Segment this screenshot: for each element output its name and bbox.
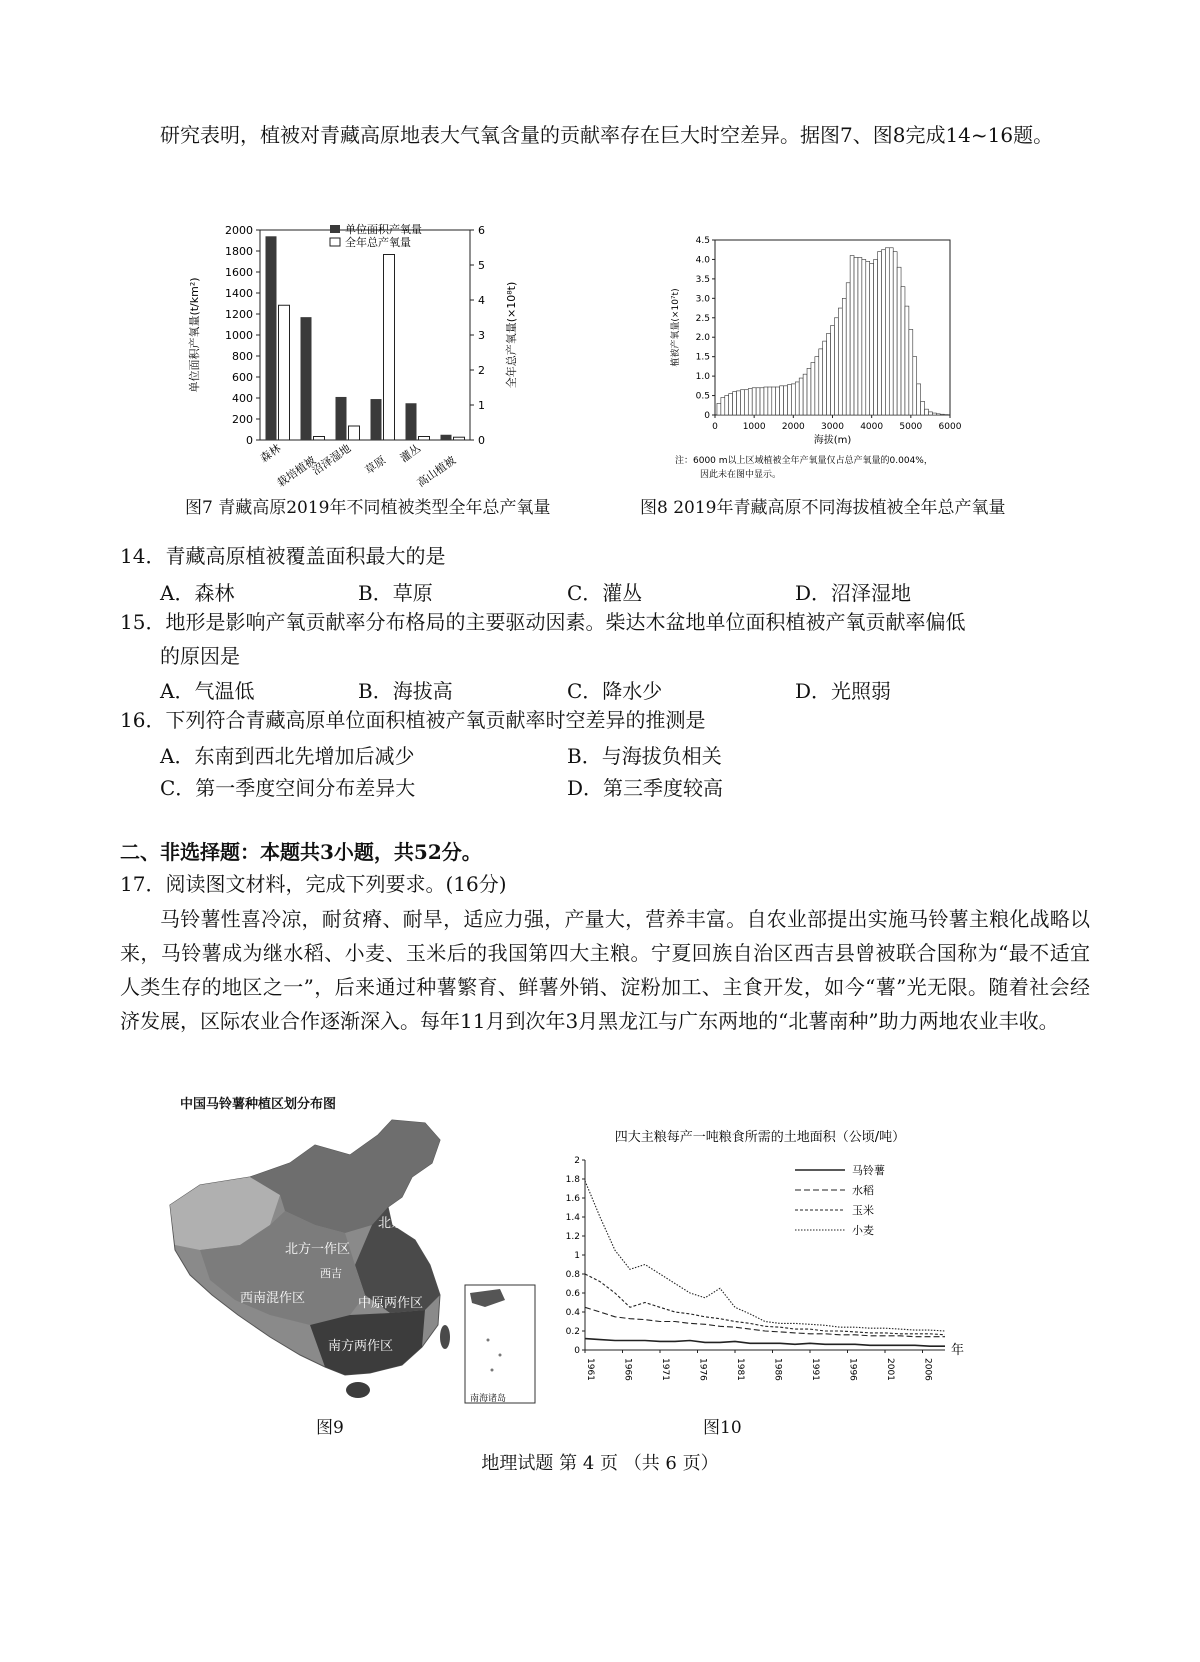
map-label-xiji: 西吉: [320, 1267, 342, 1280]
fig8-bar: [815, 357, 819, 415]
fig7-left-tick-label: 1400: [225, 287, 253, 300]
fig8-bar: [744, 390, 748, 415]
fig8-x-tick-label: 3000: [821, 422, 844, 432]
q15-option-b[interactable]: B．海拔高: [358, 679, 453, 703]
fig7-category-label: 灌丛: [397, 441, 424, 466]
fig8-bar: [881, 250, 885, 415]
q16-option-d[interactable]: D．第三季度较高: [567, 776, 724, 800]
section-2-heading: 二、非选择题：本题共3小题，共52分。: [120, 840, 482, 864]
fig10-x-tick-label: 1976: [697, 1358, 708, 1381]
fig10-legend-label: 马铃薯: [852, 1164, 885, 1177]
fig10-y-tick-label: 0.6: [565, 1289, 580, 1299]
fig8-y-tick-label: 1.5: [695, 352, 710, 363]
q15-option-c[interactable]: C．降水少: [567, 679, 663, 703]
q15-option-a[interactable]: A．气温低: [160, 679, 255, 703]
fig8-y-tick-label: 4.0: [695, 255, 710, 266]
fig8-bar: [784, 386, 788, 415]
q14-option-d[interactable]: D．沼泽湿地: [795, 581, 912, 605]
question-14: [120, 540, 445, 572]
fig8-y-tick-label: 2.0: [695, 333, 710, 344]
question-number: 15．: [120, 610, 166, 634]
fig8-bar: [737, 391, 741, 415]
fig10-y-tick-label: 0: [574, 1346, 580, 1356]
fig8-bar: [725, 396, 729, 415]
fig8-bar: [795, 382, 799, 415]
fig10-y-tick-label: 1: [574, 1251, 580, 1261]
fig10-x-tick-label: 1966: [622, 1358, 633, 1381]
fig8-bar: [803, 374, 807, 415]
q16-option-b[interactable]: B．与海拔负相关: [567, 744, 722, 768]
fig10-title: 四大主粮每产一吨粮食所需的土地面积（公顷/吨）: [614, 1130, 906, 1145]
fig10-y-tick-label: 1.2: [565, 1232, 580, 1242]
map-inset-label: 南海诸岛: [470, 1394, 507, 1404]
fig8-bar: [928, 412, 932, 415]
fig10-y-tick-label: 0.2: [565, 1327, 580, 1337]
fig10-y-tick-label: 1.6: [565, 1194, 580, 1204]
question-17-title: 17．阅读图文材料，完成下列要求。(16分): [120, 872, 507, 896]
fig8-caption: 图8 2019年青藏高原不同海拔植被全年总产氧量: [640, 498, 1006, 518]
fig7-bar-unit-area: [406, 403, 417, 440]
fig8-bar: [733, 392, 737, 415]
fig7-left-tick-label: 200: [232, 413, 253, 426]
fig8-bar: [838, 308, 842, 415]
fig8-x-tick-label: 2000: [781, 422, 805, 432]
fig8-bar: [748, 389, 752, 415]
fig8-bar: [940, 414, 944, 415]
fig7-legend-swatch-unit: [330, 225, 340, 233]
fig10-x-tick-label: 1991: [810, 1358, 820, 1381]
fig8-x-tick-label: 5000: [899, 422, 923, 432]
fig7-bar-unit-area: [441, 435, 452, 440]
fig7-right-tick-label: 5: [478, 259, 485, 272]
fig8-bar: [717, 403, 721, 415]
fig10-legend-label: 玉米: [852, 1204, 874, 1217]
fig7-bar-total: [314, 437, 325, 441]
map-label-south-region: 南方两作区: [328, 1339, 394, 1354]
fig8-bar: [807, 368, 811, 415]
fig8-bar: [827, 333, 831, 415]
page-footer: 地理试题 第 4 页 （共 6 页）: [481, 1453, 719, 1474]
fig7-bar-total: [384, 255, 395, 441]
fig7-bar-unit-area: [266, 236, 277, 440]
fig8-bar: [756, 388, 760, 415]
fig8-bar: [909, 329, 913, 415]
fig8-bar: [834, 318, 838, 415]
fig8-bar: [905, 306, 909, 415]
fig9-caption: 图9: [316, 1418, 344, 1438]
fig10-x-tick-label: 1961: [585, 1358, 595, 1381]
q16-option-c[interactable]: C．第一季度空间分布差异大: [160, 776, 416, 800]
question-15: [120, 606, 965, 638]
fig8-bar: [878, 252, 882, 415]
fig7-category-label: 森林: [257, 441, 284, 466]
fig7-bar-total: [419, 437, 430, 441]
china-map-shape: [140, 1115, 540, 1405]
q16-option-a[interactable]: A．东南到西北先增加后减少: [160, 744, 415, 768]
fig8-y-tick-label: 1.0: [695, 372, 710, 383]
fig7-left-tick-label: 1000: [225, 329, 253, 342]
fig10-x-tick-label: 1971: [660, 1358, 670, 1381]
fig8-bar: [740, 390, 744, 415]
fig8-altitude-chart: [660, 225, 990, 485]
fig7-right-axis-label: 全年总产氧量(×10⁸t): [505, 281, 518, 389]
fig7-left-tick-label: 1200: [225, 308, 253, 321]
fig8-bar: [850, 256, 854, 415]
fig8-bar: [893, 252, 897, 415]
fig10-x-tick-label: 1996: [847, 1358, 858, 1381]
fig8-bar: [921, 401, 925, 415]
q14-option-a[interactable]: A．森林: [160, 581, 235, 605]
fig9-title: 中国马铃薯种植区划分布图: [180, 1097, 337, 1112]
fig8-bar: [752, 388, 756, 415]
fig7-category-label: 栽培植被: [274, 453, 319, 490]
fig8-bar: [854, 258, 858, 416]
fig8-x-tick-label: 1000: [742, 422, 766, 432]
fig8-bar: [823, 341, 827, 415]
fig7-left-tick-label: 400: [232, 392, 253, 405]
fig7-legend-total: 全年总产氧量: [345, 236, 411, 249]
fig8-bar: [917, 384, 921, 415]
fig8-y-tick-label: 4.5: [695, 236, 710, 246]
fig7-right-tick-label: 1: [478, 399, 485, 412]
q14-option-c[interactable]: C．灌丛: [567, 581, 643, 605]
fig10-y-tick-label: 1.4: [565, 1213, 580, 1223]
fig10-legend-label: 水稻: [852, 1184, 874, 1197]
question-stem: 地形是影响产氧贡献率分布格局的主要驱动因素。柴达木盆地单位面积植被产氧贡献率偏低: [165, 610, 966, 634]
fig8-bar: [932, 413, 936, 415]
fig8-x-tick-label: 4000: [860, 422, 884, 432]
fig10-y-tick-label: 0.4: [565, 1308, 580, 1318]
fig7-caption: 图7 青藏高原2019年不同植被类型全年总产氧量: [185, 498, 551, 518]
q14-option-b[interactable]: B．草原: [358, 581, 433, 605]
question-number: 14．: [120, 544, 166, 568]
fig7-right-tick-label: 2: [478, 364, 485, 377]
fig8-bar: [787, 385, 791, 415]
fig7-plot-frame: [260, 230, 470, 440]
fig8-bar: [889, 248, 893, 415]
fig10-line-wheat: [585, 1181, 945, 1331]
fig8-bar: [791, 384, 795, 415]
fig7-category-label: 高山植被: [414, 453, 459, 490]
fig8-bar: [913, 357, 917, 415]
fig10-x-axis-label: 年: [951, 1343, 965, 1358]
question-17-paragraph: 马铃薯性喜冷凉，耐贫瘠、耐旱，适应力强，产量大，营养丰富。自农业部提出实施马铃薯主粮化战略以来，马铃薯成为继水稻、小麦、玉米后的我国第四大主粮。宁夏回族自治区西吉县曾被联合国称为“最不适宜人类生存的地区之一”，后来通过种薯繁育、鲜薯外销、淀粉加工、主食开发，如今“薯”光无限。随着社会经济发展，区际农业合作逐渐深入。每年11月到次年3月黑龙江与广东两地的“北薯南种”助力两地农业丰收。: [120, 907, 1090, 1033]
fig10-line-rice: [585, 1307, 945, 1336]
fig7-right-tick-label: 0: [478, 434, 485, 447]
fig7-left-tick-label: 2000: [225, 224, 253, 237]
fig8-bar: [842, 298, 846, 415]
fig8-bar: [831, 326, 835, 415]
fig8-y-tick-label: 3.5: [695, 274, 710, 285]
fig10-x-tick-label: 2006: [922, 1358, 933, 1381]
fig8-x-axis-label: 海拔(m): [813, 435, 852, 446]
fig7-left-axis-label: 单位面积产氧量(t/km²): [188, 277, 201, 393]
map-label-north-region: 北方一作区: [285, 1242, 351, 1257]
fig7-bar-unit-area: [371, 399, 382, 440]
fig7-right-tick-label: 6: [478, 224, 485, 237]
fig8-bar: [866, 261, 870, 415]
q15-option-d[interactable]: D．光照弱: [795, 679, 892, 703]
fig8-bar: [819, 349, 823, 415]
fig8-bar: [897, 267, 901, 415]
fig10-y-tick-label: 1.8: [565, 1175, 580, 1185]
fig10-line-corn: [585, 1274, 945, 1335]
fig8-note-line2: 因此未在图中显示。: [700, 470, 782, 480]
fig8-bar: [846, 283, 850, 415]
fig7-right-tick-label: 4: [478, 294, 485, 307]
fig7-bar-chart: [180, 215, 520, 510]
question-number: 16．: [120, 708, 166, 732]
fig10-x-tick-label: 1981: [735, 1358, 745, 1381]
fig8-bar: [799, 378, 803, 415]
fig8-y-tick-label: 3.0: [695, 294, 710, 305]
fig8-y-tick-label: 0: [704, 411, 710, 421]
fig7-left-tick-label: 800: [232, 350, 253, 363]
fig7-bar-unit-area: [301, 317, 312, 440]
fig10-line-potato: [585, 1339, 945, 1347]
question-stem: 青藏高原植被覆盖面积最大的是: [165, 544, 446, 568]
fig7-bar-total: [454, 437, 465, 440]
fig8-bar: [811, 363, 815, 416]
fig8-bar: [768, 387, 772, 415]
fig8-x-tick-label: 0: [712, 422, 718, 432]
fig7-category-label: 草原: [362, 453, 389, 478]
fig8-bar: [901, 287, 905, 415]
fig7-category-label: 沼泽湿地: [309, 441, 354, 478]
map-label-beijing: 北京: [378, 1216, 405, 1231]
fig10-caption: 图10: [703, 1418, 742, 1438]
fig7-bar-total: [279, 305, 290, 440]
fig7-left-tick-label: 1800: [225, 245, 253, 258]
fig8-bar: [776, 387, 780, 415]
map-label-southwest-region: 西南混作区: [240, 1291, 306, 1306]
fig10-legend-label: 小麦: [852, 1224, 874, 1237]
fig10-x-tick-label: 2001: [885, 1358, 895, 1381]
question-15-stem-cont: 的原因是: [160, 644, 240, 668]
fig8-bar: [858, 258, 862, 416]
fig7-bar-total: [349, 426, 360, 440]
fig8-bar: [874, 259, 878, 415]
intro-paragraph: 研究表明，植被对青藏高原地表大气氧含量的贡献率存在巨大时空差异。据图7、图8完成14~16题。: [160, 123, 1054, 147]
fig7-bar-unit-area: [336, 397, 347, 440]
fig8-bar: [764, 387, 768, 415]
fig7-left-tick-label: 600: [232, 371, 253, 384]
fig7-left-tick-label: 1600: [225, 266, 253, 279]
fig8-bar: [862, 259, 866, 415]
fig7-right-tick-label: 3: [478, 329, 485, 342]
fig8-bar: [936, 414, 940, 415]
fig7-legend-unit: 单位面积产氧量: [345, 223, 422, 236]
fig8-bar: [870, 263, 874, 415]
fig8-bar: [721, 398, 725, 416]
fig8-y-tick-label: 0.5: [695, 391, 710, 402]
fig8-bar: [760, 388, 764, 415]
question-16: [120, 704, 705, 736]
fig8-y-tick-label: 2.5: [695, 313, 710, 324]
fig8-x-tick-label: 6000: [938, 422, 962, 432]
fig8-bar: [729, 394, 733, 415]
fig10-line-chart: [560, 1125, 990, 1400]
question-stem: 下列符合青藏高原单位面积植被产氧贡献率时空差异的推测是: [165, 708, 706, 732]
fig8-bar: [885, 248, 889, 415]
fig8-y-axis-label: 植被产氧量(×10⁷t): [671, 288, 681, 367]
fig8-bar: [780, 386, 784, 415]
fig9-map: [140, 1085, 540, 1405]
fig8-bar: [772, 387, 776, 415]
map-label-central-region: 中原两作区: [358, 1296, 424, 1311]
fig7-left-tick-label: 0: [246, 434, 253, 447]
fig8-bar: [925, 409, 929, 415]
fig10-y-tick-label: 0.8: [565, 1270, 580, 1280]
fig7-legend-swatch-total: [330, 238, 340, 246]
fig10-x-tick-label: 1986: [772, 1358, 783, 1381]
fig8-note-line1: 注：6000 m以上区域植被全年产氧量仅占总产氧量的0.004%，: [675, 456, 933, 466]
fig10-y-tick-label: 2: [574, 1156, 580, 1166]
